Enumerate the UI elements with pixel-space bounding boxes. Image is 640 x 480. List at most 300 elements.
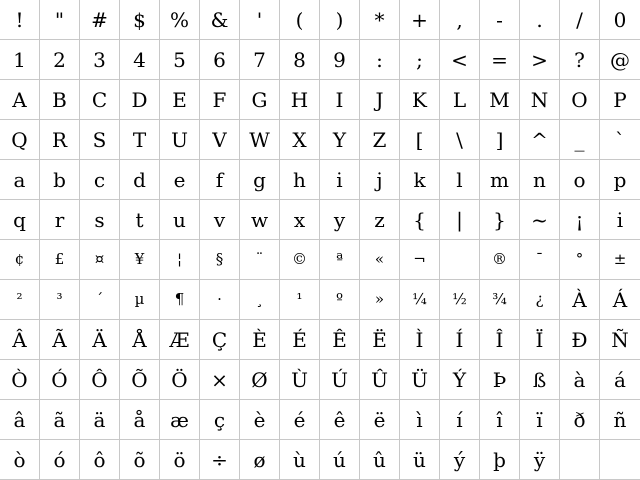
glyph-cell[interactable] [40, 0, 80, 40]
glyph-cell[interactable] [360, 40, 400, 80]
glyph-cell[interactable] [320, 320, 360, 360]
glyph-cell[interactable] [240, 0, 280, 40]
glyph-character: Â [12, 327, 27, 352]
glyph-cell[interactable] [560, 360, 600, 400]
glyph-cell[interactable] [0, 440, 40, 480]
glyph-character: Å [132, 327, 147, 352]
glyph-cell[interactable] [320, 160, 360, 200]
glyph-character: $ [133, 7, 146, 32]
glyph-character: j [376, 167, 383, 192]
glyph-cell[interactable] [560, 80, 600, 120]
glyph-cell[interactable] [0, 80, 40, 120]
glyph-character: } [493, 207, 506, 232]
glyph-cell[interactable] [440, 160, 480, 200]
glyph-cell[interactable] [320, 360, 360, 400]
glyph-cell[interactable] [280, 120, 320, 160]
glyph-character: N [530, 87, 549, 112]
glyph-character: / [576, 7, 583, 32]
glyph-cell[interactable] [560, 400, 600, 440]
glyph-character: × [211, 367, 228, 392]
glyph-cell[interactable] [280, 200, 320, 240]
glyph-character: î [496, 407, 503, 432]
glyph-character: þ [493, 447, 506, 472]
glyph-cell[interactable] [0, 120, 40, 160]
glyph-character: w [250, 207, 269, 232]
glyph-cell[interactable] [440, 120, 480, 160]
glyph-cell[interactable] [600, 200, 640, 240]
glyph-cell[interactable] [160, 160, 200, 200]
glyph-cell[interactable] [560, 280, 600, 320]
glyph-character: I [335, 87, 344, 112]
glyph-cell[interactable] [520, 360, 560, 400]
glyph-cell[interactable] [80, 320, 120, 360]
glyph-cell[interactable] [120, 400, 160, 440]
glyph-cell[interactable] [320, 240, 360, 280]
glyph-character: J [375, 87, 384, 112]
glyph-cell[interactable] [400, 200, 440, 240]
glyph-cell[interactable] [200, 80, 240, 120]
glyph-cell[interactable] [200, 280, 240, 320]
glyph-cell[interactable] [320, 40, 360, 80]
glyph-cell[interactable] [0, 240, 40, 280]
glyph-cell[interactable] [80, 360, 120, 400]
glyph-cell[interactable] [240, 320, 280, 360]
glyph-cell[interactable] [160, 360, 200, 400]
glyph-cell[interactable] [200, 200, 240, 240]
glyph-cell[interactable] [440, 200, 480, 240]
glyph-character: ù [293, 447, 306, 472]
glyph-cell[interactable] [600, 0, 640, 40]
glyph-cell[interactable] [600, 120, 640, 160]
glyph-cell[interactable] [320, 440, 360, 480]
glyph-cell[interactable] [360, 440, 400, 480]
glyph-cell[interactable] [520, 280, 560, 320]
glyph-cell[interactable] [360, 0, 400, 40]
glyph-cell[interactable] [400, 160, 440, 200]
glyph-cell[interactable] [360, 120, 400, 160]
glyph-cell[interactable] [200, 320, 240, 360]
glyph-character: ì [416, 407, 423, 432]
glyph-cell[interactable] [120, 360, 160, 400]
glyph-character: ½ [452, 290, 467, 308]
glyph-cell[interactable] [280, 400, 320, 440]
glyph-cell[interactable] [560, 440, 600, 480]
glyph-cell[interactable] [560, 320, 600, 360]
glyph-character: ^ [531, 127, 548, 152]
glyph-cell[interactable] [40, 400, 80, 440]
glyph-character: D [131, 87, 148, 112]
glyph-cell[interactable] [400, 240, 440, 280]
glyph-cell[interactable] [280, 440, 320, 480]
glyph-cell[interactable] [280, 160, 320, 200]
glyph-cell[interactable] [0, 160, 40, 200]
glyph-cell[interactable] [480, 40, 520, 80]
glyph-cell[interactable] [520, 160, 560, 200]
glyph-cell[interactable] [320, 120, 360, 160]
glyph-character: : [376, 47, 383, 72]
glyph-cell[interactable] [360, 280, 400, 320]
glyph-character: s [94, 207, 105, 232]
glyph-cell[interactable] [520, 400, 560, 440]
glyph-cell[interactable] [160, 0, 200, 40]
glyph-character: X [292, 127, 307, 152]
glyph-character: Ô [91, 367, 108, 392]
glyph-character: Þ [492, 367, 507, 392]
glyph-cell[interactable] [200, 0, 240, 40]
glyph-cell[interactable] [520, 200, 560, 240]
glyph-character: i [616, 207, 624, 232]
glyph-character: Î [495, 327, 504, 352]
glyph-cell[interactable] [520, 80, 560, 120]
glyph-character: ® [492, 250, 507, 268]
glyph-character: ê [333, 407, 346, 432]
glyph-cell[interactable] [120, 160, 160, 200]
glyph-character: f [215, 167, 224, 192]
glyph-cell[interactable] [320, 80, 360, 120]
glyph-cell[interactable] [80, 120, 120, 160]
glyph-character: T [132, 127, 147, 152]
glyph-character: 1 [13, 47, 26, 72]
glyph-cell[interactable] [560, 160, 600, 200]
glyph-cell[interactable] [240, 120, 280, 160]
glyph-cell[interactable] [280, 360, 320, 400]
glyph-cell[interactable] [40, 320, 80, 360]
glyph-cell[interactable] [80, 400, 120, 440]
glyph-cell[interactable] [240, 160, 280, 200]
glyph-cell[interactable] [120, 240, 160, 280]
glyph-cell[interactable] [120, 120, 160, 160]
glyph-cell[interactable] [160, 80, 200, 120]
glyph-character: ´ [95, 290, 104, 308]
glyph-character: ñ [613, 407, 627, 432]
glyph-character: õ [133, 447, 146, 472]
glyph-cell[interactable] [0, 200, 40, 240]
glyph-character: 3 [93, 47, 106, 72]
glyph-cell[interactable] [600, 240, 640, 280]
glyph-character: e [173, 167, 186, 192]
glyph-character: l [456, 167, 463, 192]
glyph-character: 6 [213, 47, 226, 72]
glyph-character: § [215, 250, 224, 268]
glyph-character: ö [173, 447, 186, 472]
glyph-cell[interactable] [40, 240, 80, 280]
glyph-character: 2 [53, 47, 66, 72]
glyph-cell[interactable] [120, 320, 160, 360]
glyph-cell[interactable] [40, 360, 80, 400]
glyph-character: ü [413, 447, 426, 472]
glyph-cell[interactable] [0, 360, 40, 400]
glyph-cell[interactable] [200, 440, 240, 480]
glyph-cell[interactable] [560, 200, 600, 240]
glyph-character: d [133, 167, 146, 192]
glyph-character: ý [453, 447, 466, 472]
glyph-cell[interactable] [480, 440, 520, 480]
glyph-cell[interactable] [40, 200, 80, 240]
glyph-cell[interactable] [280, 0, 320, 40]
glyph-character: < [451, 47, 468, 72]
glyph-character: ¨ [255, 250, 264, 268]
glyph-character: È [252, 327, 267, 352]
glyph-character: µ [134, 290, 145, 308]
glyph-cell[interactable] [480, 120, 520, 160]
glyph-cell[interactable] [320, 400, 360, 440]
glyph-cell[interactable] [320, 280, 360, 320]
glyph-cell[interactable] [280, 80, 320, 120]
glyph-cell[interactable] [360, 400, 400, 440]
glyph-cell[interactable] [200, 160, 240, 200]
glyph-cell[interactable] [400, 360, 440, 400]
glyph-cell[interactable] [600, 40, 640, 80]
glyph-character: ? [574, 47, 585, 72]
glyph-cell[interactable] [480, 280, 520, 320]
glyph-character: ³ [56, 290, 63, 308]
glyph-cell[interactable] [120, 80, 160, 120]
glyph-character: Æ [169, 327, 190, 352]
glyph-cell[interactable] [200, 240, 240, 280]
glyph-cell[interactable] [440, 360, 480, 400]
glyph-cell[interactable] [160, 400, 200, 440]
glyph-cell[interactable] [0, 320, 40, 360]
glyph-character: ú [333, 447, 346, 472]
glyph-cell[interactable] [360, 200, 400, 240]
glyph-character: @ [610, 47, 630, 72]
glyph-cell[interactable] [400, 120, 440, 160]
glyph-cell[interactable] [120, 280, 160, 320]
glyph-cell[interactable] [400, 80, 440, 120]
glyph-character: © [292, 250, 307, 268]
glyph-character: ! [15, 7, 24, 32]
glyph-cell[interactable] [480, 80, 520, 120]
glyph-character: É [292, 327, 307, 352]
glyph-cell[interactable] [480, 240, 520, 280]
glyph-character: Ý [452, 367, 467, 392]
glyph-character: + [411, 7, 428, 32]
glyph-cell[interactable] [600, 160, 640, 200]
glyph-cell[interactable] [360, 320, 400, 360]
glyph-cell[interactable] [40, 120, 80, 160]
glyph-character: º [335, 290, 344, 308]
glyph-cell[interactable] [440, 320, 480, 360]
glyph-cell[interactable] [400, 440, 440, 480]
glyph-cell[interactable] [440, 240, 480, 280]
glyph-character: h [293, 167, 306, 192]
glyph-cell[interactable] [160, 240, 200, 280]
glyph-cell[interactable] [400, 0, 440, 40]
glyph-cell[interactable] [360, 240, 400, 280]
glyph-cell[interactable] [480, 400, 520, 440]
glyph-cell[interactable] [280, 40, 320, 80]
glyph-cell[interactable] [520, 440, 560, 480]
glyph-character: p [613, 167, 627, 192]
glyph-cell[interactable] [120, 200, 160, 240]
glyph-cell[interactable] [0, 0, 40, 40]
glyph-cell[interactable] [480, 200, 520, 240]
glyph-cell[interactable] [440, 280, 480, 320]
glyph-cell[interactable] [320, 200, 360, 240]
glyph-cell[interactable] [360, 360, 400, 400]
glyph-character: ¾ [492, 290, 507, 308]
glyph-cell[interactable] [520, 120, 560, 160]
glyph-cell[interactable] [520, 240, 560, 280]
glyph-cell[interactable] [400, 400, 440, 440]
glyph-cell[interactable] [560, 40, 600, 80]
glyph-character: 5 [173, 47, 186, 72]
glyph-cell[interactable] [240, 240, 280, 280]
glyph-character: Ø [251, 367, 268, 392]
glyph-character: ÿ [533, 447, 546, 472]
glyph-cell[interactable] [0, 400, 40, 440]
glyph-character: m [490, 167, 509, 192]
glyph-cell[interactable] [80, 0, 120, 40]
glyph-character: Û [371, 367, 388, 392]
glyph-cell[interactable] [280, 240, 320, 280]
glyph-cell[interactable] [520, 320, 560, 360]
glyph-cell[interactable] [320, 0, 360, 40]
glyph-character: * [374, 7, 385, 32]
glyph-character: ã [53, 407, 66, 432]
glyph-cell[interactable] [80, 160, 120, 200]
glyph-cell[interactable] [80, 240, 120, 280]
glyph-character: Y [332, 127, 347, 152]
glyph-cell[interactable] [440, 80, 480, 120]
glyph-character: ç [213, 407, 226, 432]
glyph-character: Á [612, 287, 628, 312]
glyph-cell[interactable] [600, 320, 640, 360]
glyph-cell[interactable] [160, 120, 200, 160]
glyph-cell[interactable] [120, 40, 160, 80]
glyph-cell[interactable] [240, 80, 280, 120]
glyph-cell[interactable] [520, 0, 560, 40]
glyph-character: U [171, 127, 188, 152]
glyph-cell[interactable] [40, 280, 80, 320]
glyph-character: ¯ [535, 250, 544, 268]
glyph-cell[interactable] [240, 280, 280, 320]
glyph-cell[interactable] [560, 120, 600, 160]
glyph-cell[interactable] [160, 40, 200, 80]
glyph-cell[interactable] [80, 200, 120, 240]
glyph-character: Ê [332, 327, 347, 352]
glyph-character: & [210, 7, 229, 32]
glyph-character: é [293, 407, 306, 432]
glyph-cell[interactable] [400, 40, 440, 80]
glyph-character: \ [456, 127, 463, 152]
glyph-cell[interactable] [240, 400, 280, 440]
glyph-cell[interactable] [160, 440, 200, 480]
glyph-cell[interactable] [200, 400, 240, 440]
glyph-cell[interactable] [240, 440, 280, 480]
glyph-cell[interactable] [280, 320, 320, 360]
glyph-cell[interactable] [120, 440, 160, 480]
glyph-cell[interactable] [400, 280, 440, 320]
glyph-cell[interactable] [120, 0, 160, 40]
glyph-cell[interactable] [600, 360, 640, 400]
glyph-cell[interactable] [560, 240, 600, 280]
glyph-character: ± [613, 250, 627, 268]
glyph-character: " [54, 7, 65, 32]
glyph-cell[interactable] [480, 0, 520, 40]
glyph-character: · [217, 290, 222, 308]
glyph-cell[interactable] [520, 40, 560, 80]
glyph-character: B [52, 87, 67, 112]
glyph-cell[interactable] [160, 200, 200, 240]
glyph-cell[interactable] [200, 360, 240, 400]
glyph-cell[interactable] [440, 0, 480, 40]
glyph-character: y [333, 207, 346, 232]
glyph-character: à [573, 367, 586, 392]
glyph-cell[interactable] [600, 280, 640, 320]
glyph-cell[interactable] [560, 0, 600, 40]
glyph-cell[interactable] [160, 280, 200, 320]
glyph-cell[interactable] [40, 40, 80, 80]
glyph-cell[interactable] [40, 160, 80, 200]
glyph-cell[interactable] [600, 440, 640, 480]
glyph-cell[interactable] [0, 280, 40, 320]
glyph-cell[interactable] [240, 200, 280, 240]
glyph-character: Ä [92, 327, 107, 352]
glyph-character: ï [536, 407, 543, 432]
glyph-character: 0 [613, 7, 627, 32]
glyph-character: z [374, 207, 385, 232]
glyph-character: ¸ [255, 290, 264, 308]
glyph-character: b [53, 167, 66, 192]
glyph-character: ' [256, 7, 263, 32]
glyph-cell[interactable] [80, 80, 120, 120]
glyph-character: n [533, 167, 546, 192]
glyph-character: ² [16, 290, 23, 308]
glyph-cell[interactable] [80, 440, 120, 480]
glyph-cell[interactable] [240, 360, 280, 400]
glyph-cell[interactable] [40, 80, 80, 120]
glyph-cell[interactable] [280, 280, 320, 320]
glyph-cell[interactable] [440, 440, 480, 480]
glyph-cell[interactable] [400, 320, 440, 360]
glyph-character: Ö [171, 367, 188, 392]
glyph-character: ð [573, 407, 586, 432]
glyph-character: Ã [52, 327, 67, 352]
glyph-cell[interactable] [360, 160, 400, 200]
glyph-cell[interactable] [200, 40, 240, 80]
glyph-character: S [92, 127, 107, 152]
glyph-cell[interactable] [480, 320, 520, 360]
glyph-character: H [290, 87, 309, 112]
glyph-cell[interactable] [600, 400, 640, 440]
glyph-character: Ù [291, 367, 308, 392]
glyph-character: E [172, 87, 187, 112]
glyph-character: ë [373, 407, 386, 432]
glyph-character: t [135, 207, 144, 232]
glyph-character: Ñ [611, 327, 629, 352]
glyph-cell[interactable] [480, 360, 520, 400]
glyph-cell[interactable] [440, 400, 480, 440]
glyph-character: ` [615, 127, 625, 152]
glyph-character: ¬ [413, 250, 426, 268]
glyph-cell[interactable] [600, 80, 640, 120]
glyph-character: À [572, 287, 587, 312]
glyph-cell[interactable] [160, 320, 200, 360]
glyph-cell[interactable] [480, 160, 520, 200]
glyph-cell[interactable] [360, 80, 400, 120]
glyph-cell[interactable] [240, 40, 280, 80]
glyph-cell[interactable] [200, 120, 240, 160]
glyph-cell[interactable] [80, 40, 120, 80]
glyph-character: ~ [531, 207, 548, 232]
glyph-character: [ [415, 127, 424, 152]
glyph-cell[interactable] [0, 40, 40, 80]
glyph-cell[interactable] [440, 40, 480, 80]
glyph-character [457, 252, 462, 267]
glyph-cell[interactable] [40, 440, 80, 480]
glyph-cell[interactable] [80, 280, 120, 320]
